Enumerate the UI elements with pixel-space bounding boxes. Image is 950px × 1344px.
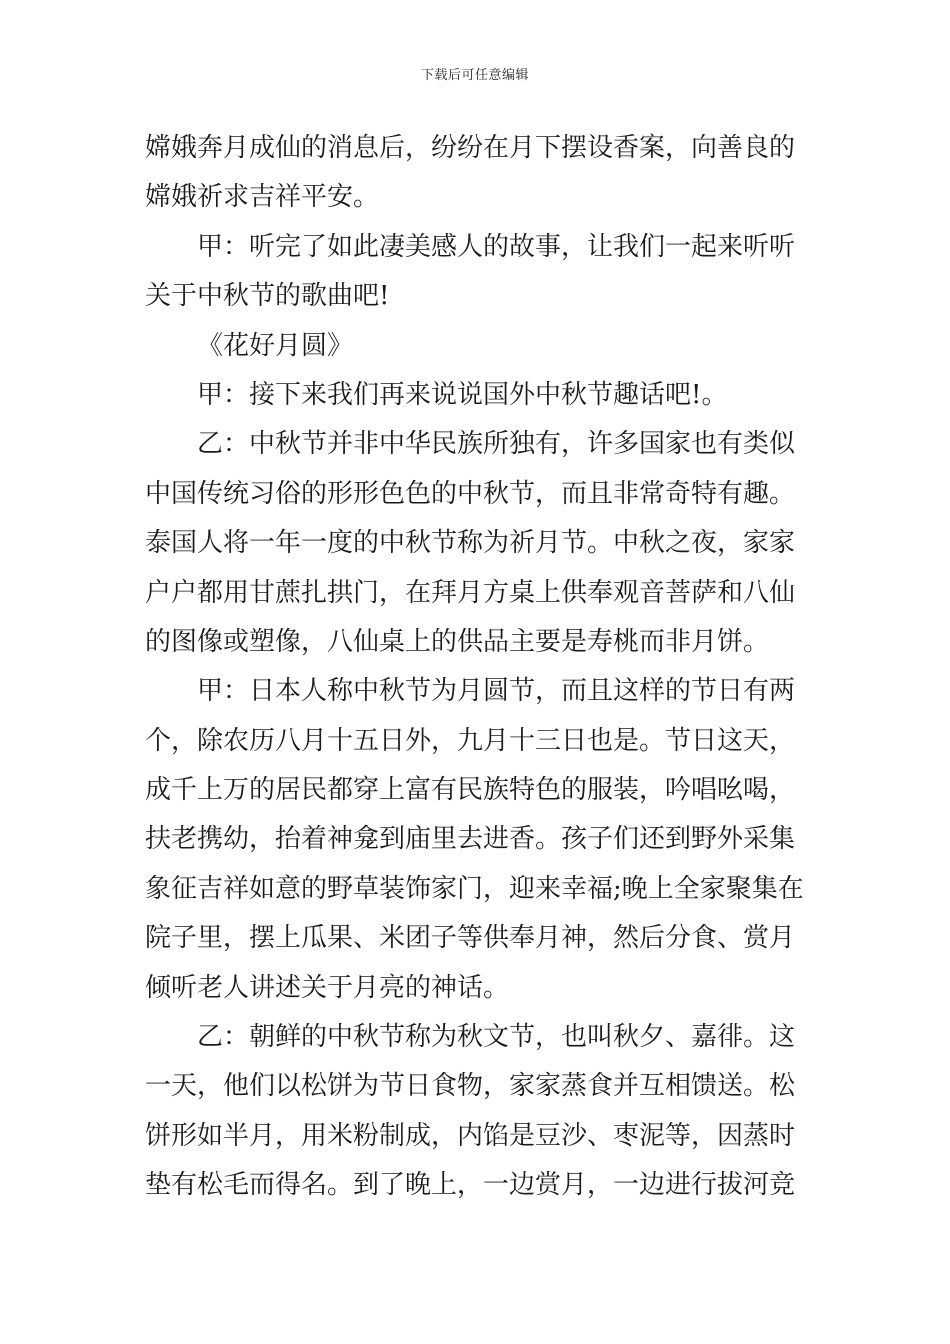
text-line: 象征吉祥如意的野草装饰家门，迎来幸福;晚上全家聚集在 bbox=[145, 873, 804, 904]
text-line: 甲：接下来我们再来说说国外中秋节趣话吧!。 bbox=[197, 379, 728, 410]
text-line: 一天，他们以松饼为节日食物，家家蒸食并互相馈送。松 bbox=[145, 1071, 796, 1102]
text-line: 中国传统习俗的形形色色的中秋节，而且非常奇特有趣。 bbox=[145, 478, 796, 509]
text-line: 甲：听完了如此凄美感人的故事，让我们一起来听听 bbox=[197, 231, 796, 262]
text-line: 院子里，摆上瓜果、米团子等供奉月神，然后分食、赏月 bbox=[145, 923, 796, 954]
text-line: 乙：朝鲜的中秋节称为秋文节，也叫秋夕、嘉徘。这 bbox=[197, 1022, 796, 1053]
document-body bbox=[145, 124, 810, 1211]
text-line: 甲：日本人称中秋节为月圆节，而且这样的节日有两 bbox=[197, 676, 796, 707]
text-line: 嫦娥奔月成仙的消息后，纷纷在月下摆设香案，向善良的 bbox=[145, 133, 796, 163]
text-line: 扶老携幼，抬着神龛到庙里去进香。孩子们还到野外采集 bbox=[145, 824, 796, 855]
text-line: 垫有松毛而得名。到了晚上，一边赏月，一边进行拔河竞 bbox=[145, 1170, 796, 1201]
text-line: 成千上万的居民都穿上富有民族特色的服装，吟唱吆喝， bbox=[145, 775, 796, 806]
text-line: 嫦娥祈求吉祥平安。 bbox=[145, 182, 380, 213]
text-line: 乙：中秋节并非中华民族所独有，许多国家也有类似 bbox=[197, 429, 796, 460]
text-line: 饼形如半月，用米粉制成，内馅是豆沙、枣泥等，因蒸时 bbox=[145, 1120, 796, 1151]
text-line: 关于中秋节的歌曲吧! bbox=[145, 281, 390, 312]
text-line: 倾听老人讲述关于月亮的神话。 bbox=[145, 972, 510, 1003]
text-line: 的图像或塑像，八仙桌上的供品主要是寿桃而非月饼。 bbox=[145, 626, 770, 657]
text-line: 户户都用甘蔗扎拱门，在拜月方桌上供奉观音菩萨和八仙 bbox=[145, 577, 796, 608]
text-line: 泰国人将一年一度的中秋节称为祈月节。中秋之夜，家家 bbox=[145, 528, 796, 559]
page-header: 下载后可任意编辑 bbox=[420, 68, 529, 83]
song-title: 《花好月圆》 bbox=[197, 330, 354, 361]
text-line: 个，除农历八月十五日外，九月十三日也是。节日这天， bbox=[145, 725, 796, 756]
